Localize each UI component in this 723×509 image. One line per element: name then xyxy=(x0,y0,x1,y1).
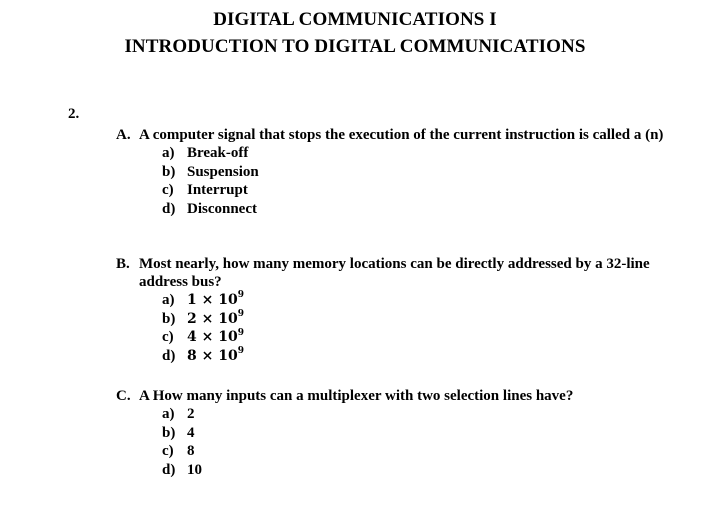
question-text: A computer signal that stops the execution of the current instruction is called a (n) xyxy=(139,127,664,143)
option-text: Disconnect xyxy=(187,200,257,217)
question-letter: C. xyxy=(116,388,131,404)
option-item xyxy=(162,424,676,443)
option-text: Interrupt xyxy=(187,182,248,199)
option-math xyxy=(187,291,244,310)
option-item xyxy=(162,163,676,182)
option-item xyxy=(162,328,676,347)
question-a xyxy=(116,126,676,218)
option-text: 2 xyxy=(187,406,195,422)
option-item xyxy=(162,405,676,424)
question-number: 2. xyxy=(68,106,80,122)
option-text: 4 xyxy=(187,424,195,441)
option-label: c) xyxy=(162,329,174,346)
option-coefficient: 4 × 10 xyxy=(187,329,238,346)
option-math xyxy=(187,310,244,329)
option-label: c) xyxy=(162,182,174,199)
question-b xyxy=(116,255,676,365)
document-title: DIGITAL COMMUNICATIONS I xyxy=(213,9,497,30)
option-label: d) xyxy=(162,200,176,217)
option-exponent: 9 xyxy=(237,327,244,338)
option-list xyxy=(162,144,676,218)
option-label: b) xyxy=(162,310,176,327)
option-exponent: 9 xyxy=(237,308,244,319)
option-exponent: 9 xyxy=(237,346,244,357)
option-item xyxy=(162,181,676,200)
option-label: a) xyxy=(162,292,175,308)
option-label: a) xyxy=(162,145,175,161)
option-item xyxy=(162,442,676,461)
option-item xyxy=(162,347,676,366)
option-list xyxy=(162,291,676,365)
option-text: 10 xyxy=(187,461,202,478)
option-label: c) xyxy=(162,443,174,460)
option-item xyxy=(162,461,676,480)
option-label: b) xyxy=(162,424,176,441)
option-label: a) xyxy=(162,406,175,422)
option-coefficient: 8 × 10 xyxy=(187,347,238,364)
option-label: d) xyxy=(162,347,176,364)
question-text: Most nearly, how many memory locations can be directly addressed by a 32-line address bus? xyxy=(139,256,650,290)
option-item xyxy=(162,310,676,329)
option-math xyxy=(187,347,244,366)
option-label: d) xyxy=(162,461,176,478)
question-text: A How many inputs can a multiplexer with two selection lines have? xyxy=(139,388,574,404)
question-letter: A. xyxy=(116,127,131,143)
question-c xyxy=(116,387,676,479)
option-exponent: 9 xyxy=(237,290,244,301)
option-coefficient: 1 × 10 xyxy=(187,292,238,308)
option-list xyxy=(162,405,676,479)
option-item xyxy=(162,291,676,310)
question-letter: B. xyxy=(116,256,130,272)
option-item xyxy=(162,144,676,163)
option-text: Suspension xyxy=(187,163,259,180)
document-subtitle: INTRODUCTION TO DIGITAL COMMUNICATIONS xyxy=(124,36,586,57)
option-math xyxy=(187,328,244,347)
option-text: 8 xyxy=(187,443,195,460)
option-label: b) xyxy=(162,163,176,180)
option-text: Break-off xyxy=(187,145,249,161)
option-coefficient: 2 × 10 xyxy=(187,310,238,327)
option-item xyxy=(162,200,676,219)
